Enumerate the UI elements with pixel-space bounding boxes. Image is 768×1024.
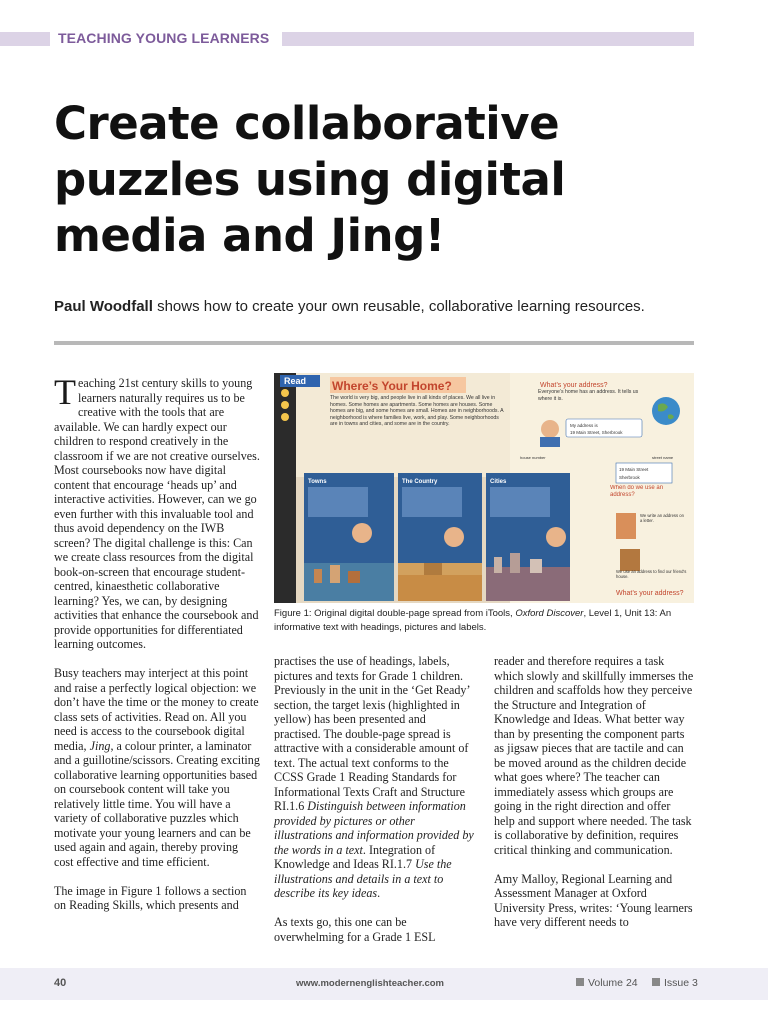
col2-p1-text-c: . <box>377 886 381 900</box>
figure-caption <box>274 607 698 634</box>
bottom-question: What’s your address? <box>616 590 684 597</box>
footer-volume <box>576 977 638 989</box>
body-column-2 <box>274 654 474 959</box>
col1-paragraph-2 <box>54 666 260 869</box>
figure-heading: Where’s Your Home? <box>332 379 452 393</box>
issue-text: Issue 3 <box>664 977 698 989</box>
body-column-3 <box>494 654 694 944</box>
col3-paragraph-1: reader and therefore requires a task which slowly and skillfully immerses the children and scaffolds how they perceive the Structure and Integration of Knowledge and Ideas. What better way than by presenting the component parts as jigsaw pieces that are tactile and can be moved around as the children decide what goes where? The teacher can immediately assess which groups are going in the right direction and offer help and support where needed. The task is collaborative by definition, requires critical thinking and communication. <box>494 654 694 857</box>
footer-issue <box>652 977 698 989</box>
cities-panel <box>486 473 570 601</box>
globe-icon <box>652 397 680 425</box>
square-bullet-icon <box>576 978 584 986</box>
section-label: TEACHING YOUNG LEARNERS <box>58 30 270 46</box>
caption-italic: Oxford Discover <box>515 608 584 619</box>
drop-cap: T <box>54 372 76 412</box>
volume-text: Volume 24 <box>588 977 638 989</box>
country-panel <box>398 473 482 601</box>
figure-body-text: The world is very big, and people live in all kinds of places. We all live in homes. Some homes are apartments. Some homes are houses. Some homes are big, and some homes are small. Homes are in neighborhoods. A neighborhood is where families live, work, and play. Some neighborhoods are in towns and cities, and some are in the country. <box>330 395 504 427</box>
body-column-1 <box>54 372 260 927</box>
right-heading: What’s your address? <box>540 382 608 389</box>
standfirst <box>54 298 714 315</box>
label-street-name: street name <box>652 455 674 460</box>
col2-p1-text-a: practises the use of headings, labels, pictures and texts for Grade 1 children. Previously in the unit in the ‘Get Ready’ section, the target lexis (highlighted in yellow) has been presented and practised. The double-page spread is attractive with a considerable amount of text. The actual text conforms to the CCSS Grade 1 Reading Standards for Informational Texts Craft and Structure RI.1.6 <box>274 654 470 813</box>
read-tab: Read <box>284 376 307 386</box>
right-text: Everyone’s home has an address. It tells us where it is. <box>538 389 639 402</box>
col2-p1-italic-2: Use the illustrations and details in a text to describe its key ideas <box>274 857 452 900</box>
textbook-spread-illustration <box>274 373 694 603</box>
note-1: We write an address on a letter. <box>640 513 684 523</box>
standfirst-author: Paul Woodfall <box>54 298 153 315</box>
col1-paragraph-3: The image in Figure 1 follows a section on Reading Skills, which presents and <box>54 883 247 912</box>
col3-paragraph-2: Amy Malloy, Regional Learning and Assessment Manager at Oxford University Press, writes: ‘Young learners have very different needs to <box>494 871 693 929</box>
label-town: Sherbrook <box>619 475 640 480</box>
standfirst-text: shows how to create your own reusable, collaborative learning resources. <box>152 298 645 315</box>
star-icon <box>281 389 289 397</box>
note-2: We use an address to find our friend’s house. <box>616 569 687 579</box>
caption-text-a: Figure 1: Original digital double-page spread from iTools, <box>274 608 516 619</box>
header-band-left <box>0 32 50 46</box>
col1-p2-text-b: , a colour printer, a laminator and a guillotine/scissors. Creating exciting collaborative learning opportunities based on coursebook content will take you relatively little time. You will have a variety of collaborative puzzles which motivate your young learners and can be used again and again, thereby proving cost effective and time efficient. <box>54 738 260 869</box>
col2-p1-text-b: . Integration of Knowledge and Ideas RI.1.7 <box>274 842 436 871</box>
title-line-2: puzzles using digital <box>54 153 566 206</box>
page-number: 40 <box>54 977 67 989</box>
col2-p1-italic-1: Distinguish between information provided by pictures or other illustrations and information provided by the words in a text <box>274 799 474 857</box>
panel-towns-label: Towns <box>308 479 327 485</box>
col1-p1-text: eaching 21st century skills to young learners naturally requires us to be creative with the tools that are available. We can hardly expect our children to respond creatively in the classroom if we are not creative ourselves. Most coursebooks now have digital content that encourage ‘heads up’ and interactive activities. However, can we go even further with this invaluable tool and thus avoid dependency on the IWB screen? The digital challenge is this: Can we create class resources from the digital book-on-screen that encourage student-centred, kinaesthetic collaborative learning? Yes, we can, by designing activities that enhance the coursebook and provide opportunities for differentiated learning outcomes. <box>54 376 260 651</box>
figure-1-image <box>274 373 694 603</box>
caption-text-b: , Level 1, Unit 13: An informative text with headings, pictures and labels. <box>274 608 672 633</box>
col1-p2-text-a: Busy teachers may interject at this point and raise a perfectly logical objection: we don’t have the time or the money to create class sets of activities. Read on. All you need is access to the coursebook digital media, <box>54 666 259 753</box>
girl-photo <box>616 513 636 539</box>
header-band-right <box>282 32 694 46</box>
address-line-1: My address is <box>570 423 598 428</box>
title-line-3: media and Jing! <box>54 209 445 262</box>
label-street: 19 Main Street <box>619 467 649 472</box>
house-photo <box>620 549 640 571</box>
star-icon <box>281 401 289 409</box>
label-house-number: house number <box>520 455 546 460</box>
article-title <box>54 96 694 264</box>
title-line-1: Create collaborative <box>54 97 560 150</box>
boy-avatar <box>541 420 559 438</box>
panel-cities-label: Cities <box>490 479 507 485</box>
panel-country-label: The Country <box>402 479 438 485</box>
standfirst-rule <box>54 341 694 345</box>
jing-italic: Jing <box>89 738 111 753</box>
col2-paragraph-1 <box>274 654 474 901</box>
address-line-2: 19 Main Street, Sherbrook <box>570 430 623 435</box>
footer-url[interactable]: www.modernenglishteacher.com <box>296 978 444 989</box>
col2-paragraph-2: As texts go, this one can be overwhelming for a Grade 1 ESL <box>274 915 436 944</box>
question-when: When do we use an address? <box>610 485 664 498</box>
square-bullet-icon <box>652 978 660 986</box>
towns-panel <box>304 473 394 601</box>
col1-paragraph-1 <box>54 372 260 652</box>
star-icon <box>281 413 289 421</box>
